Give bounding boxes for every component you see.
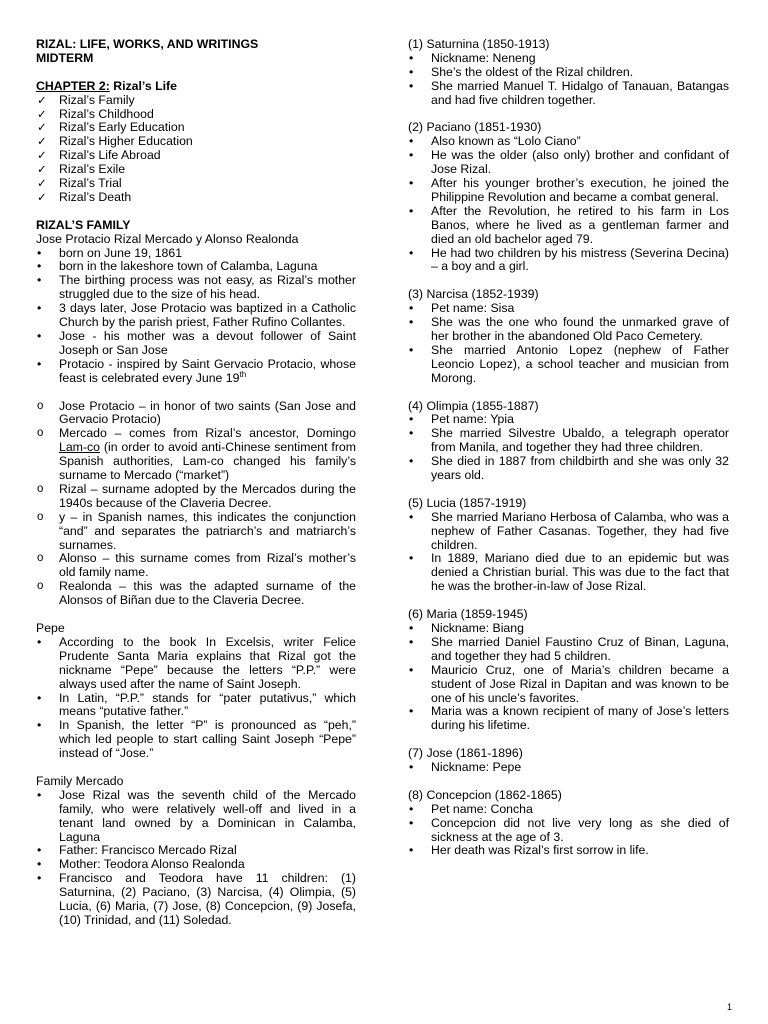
list-item: • Mother: Teodora Alonso Realonda [36,858,356,872]
list-item [36,358,356,386]
topic-item: ✓ Rizal’s Childhood [36,108,356,122]
pepe-list [36,636,356,761]
list-item: • Nickname: Pepe [408,761,729,775]
list-item: o y – in Spanish names, this indicates the conjunction “and” and separates the patriarch’s and matriarch’s surnames. [36,511,356,553]
sibling-heading: (2) Paciano (1851-1930) [408,120,542,135]
list-item: o Alonso – this surname comes from Rizal’s mother’s old family name. [36,552,356,580]
topic-item: ✓ Rizal’s Life Abroad [36,149,356,163]
name-meaning-list [36,400,356,609]
chapter-topic-list [36,94,356,205]
sibling-list [408,302,729,385]
list-item: • Jose - his mother was a devout follower of Saint Joseph or San Jose [36,330,356,358]
list-item: • She married Antonio Lopez (nephew of Father Leoncio Lopez), a school teacher and musician from Morong. [408,344,729,386]
list-item: • She married Daniel Faustino Cruz of Binan, Laguna, and together they had 5 children. [408,636,729,664]
list-item: • She’s the oldest of the Rizal children. [408,66,729,80]
sibling-heading: (6) Maria (1859-1945) [408,607,528,622]
list-item: • Nickname: Neneng [408,52,729,66]
list-item: • She married Mariano Herbosa of Calamba, who was a nephew of Father Casanas. Together, they had five children. [408,511,729,553]
list-item: • Maria was a known recipient of many of Jose’s letters during his lifetime. [408,705,729,733]
topic-item: ✓ Rizal’s Exile [36,163,356,177]
list-item: o Realonda – this was the adapted surname of the Alonsos of Biñan due to the Claveria Decree. [36,580,356,608]
list-item: • Pet name: Concha [408,803,729,817]
list-item: • She married Manuel T. Hidalgo of Tanauan, Batangas and had five children together. [408,80,729,108]
family-heading: RIZAL’S FAMILY [36,217,131,232]
full-name: Jose Protacio Rizal Mercado y Alonso Realonda [36,231,299,246]
pepe-heading: Pepe [36,621,65,635]
topic-item: ✓ Rizal’s Death [36,191,356,205]
mercado-text: Mercado – comes from Rizal’s ancestor, Domingo [59,426,356,441]
list-item: • In Spanish, the letter “P” is pronounced as “peh,” which led people to start calling Saint Joseph “Pepe” instead of “Jose.” [36,719,356,761]
sibling-heading: (4) Olimpia (1855-1887) [408,398,539,413]
family-bullet-list [36,247,356,386]
list-item: o Jose Protacio – in honor of two saints (San Jose and Gervacio Protacio) [36,400,356,428]
list-item: • Pet name: Sisa [408,302,729,316]
chapter-heading [36,80,356,94]
sibling-list [408,803,729,859]
list-item: • Francisco and Teodora have 11 children: (1) Saturnina, (2) Paciano, (3) Narcisa, (4) Olimpia, (5) Lucia, (6) Maria, (7) Jose, (8) Concepcion, (9) Josefa, (10) Trinidad, and (11) Soledad. [36,872,356,928]
topic-item: ✓ Rizal’s Family [36,94,356,108]
topic-item: ✓ Rizal’s Trial [36,177,356,191]
list-item: • Concepcion did not live very long as she died of sickness at the age of 3. [408,817,729,845]
sibling-heading: (8) Concepcion (1862-1865) [408,787,562,802]
sibling-list [408,622,729,733]
list-item: • He was the older (also only) brother and confidant of Jose Rizal. [408,149,729,177]
list-item: • She died in 1887 from childbirth and she was only 32 years old. [408,455,729,483]
list-item [36,427,356,483]
sibling-list [408,135,729,274]
page-number: 1 [726,1002,732,1012]
lamco-text: Lam-co [59,440,101,455]
sibling-heading: (7) Jose (1861-1896) [408,746,523,761]
list-item: • She was the one who found the unmarked grave of her brother in the abandoned Old Paco Cemetery. [408,316,729,344]
list-item: • In Latin, “P.P.” stands for “pater putativus,” which means “putative father.” [36,692,356,720]
sibling-list [408,52,729,108]
list-item: • According to the book In Excelsis, writer Felice Prudente Santa Maria explains that Rizal got the nickname “Pepe” because the letters “P.P.” were always used after the name of Saint Joseph. [36,636,356,692]
topic-item: ✓ Rizal’s Early Education [36,121,356,135]
list-item: • Nickname: Biang [408,622,729,636]
sibling-list [408,761,729,775]
right-column [408,38,729,858]
document-title: RIZAL: LIFE, WORKS, AND WRITINGS [36,37,259,51]
list-item: • born in the lakeshore town of Calamba, Laguna [36,260,356,274]
chapter-title: Rizal’s Life [109,78,177,93]
family-mercado-list [36,789,356,928]
topic-item: ✓ Rizal’s Higher Education [36,135,356,149]
list-item: • The birthing process was not easy, as Rizal’s mother struggled due to the size of his head. [36,274,356,302]
list-item: • After the Revolution, he retired to his farm in Los Banos, where he lived as a gentleman farmer and died an old bachelor aged 79. [408,205,729,247]
document-subtitle: MIDTERM [36,50,94,65]
list-item: • After his younger brother’s execution, he joined the Philippine Revolution and became a combat general. [408,177,729,205]
list-item: • Her death was Rizal’s first sorrow in life. [408,844,729,858]
list-item: • 3 days later, Jose Protacio was baptized in a Catholic Church by the parish priest, Father Rufino Collantes. [36,302,356,330]
sibling-heading: (1) Saturnina (1850-1913) [408,37,550,51]
sibling-heading: (5) Lucia (1857-1919) [408,495,527,510]
list-item: • Jose Rizal was the seventh child of the Mercado family, who were relatively well-off and lived in a tenant land owned by a Dominican in Calamba, Laguna [36,789,356,845]
sibling-list [408,511,729,594]
sibling-list [408,413,729,483]
mercado-text-cont: (in order to avoid anti-Chinese sentiment from Spanish authorities, Lam-co changed his family’s surname to Mercado (“market”) [59,440,356,483]
list-item: • Mauricio Cruz, one of Maria’s children became a student of Jose Rizal in Dapitan and was known to be one of his uncle’s favorites. [408,664,729,706]
left-column [36,38,356,928]
list-item: • She married Silvestre Ubaldo, a telegraph operator from Manila, and together they had three children. [408,427,729,455]
list-item: • born on June 19, 1861 [36,247,356,261]
list-item: • Pet name: Ypia [408,413,729,427]
list-item: • Also known as “Lolo Ciano” [408,135,729,149]
family-mercado-heading: Family Mercado [36,773,124,788]
list-item: o Rizal – surname adopted by the Mercados during the 1940s because of the Claveria Decree. [36,483,356,511]
list-item: • He had two children by his mistress (Severina Decina) – a boy and a girl. [408,247,729,275]
chapter-label: CHAPTER 2: [36,78,110,93]
list-item: • In 1889, Mariano died due to an epidemic but was denied a Christian burial. This was due to the fact that he was the brother-in-law of Jose Rizal. [408,552,729,594]
protacio-text: Protacio - inspired by Saint Gervacio Protacio, whose feast is celebrated every June 19 [59,356,356,385]
siblings-section [408,38,729,858]
list-item: • Father: Francisco Mercado Rizal [36,844,356,858]
sibling-heading: (3) Narcisa (1852-1939) [408,287,539,302]
superscript: th [239,369,247,379]
